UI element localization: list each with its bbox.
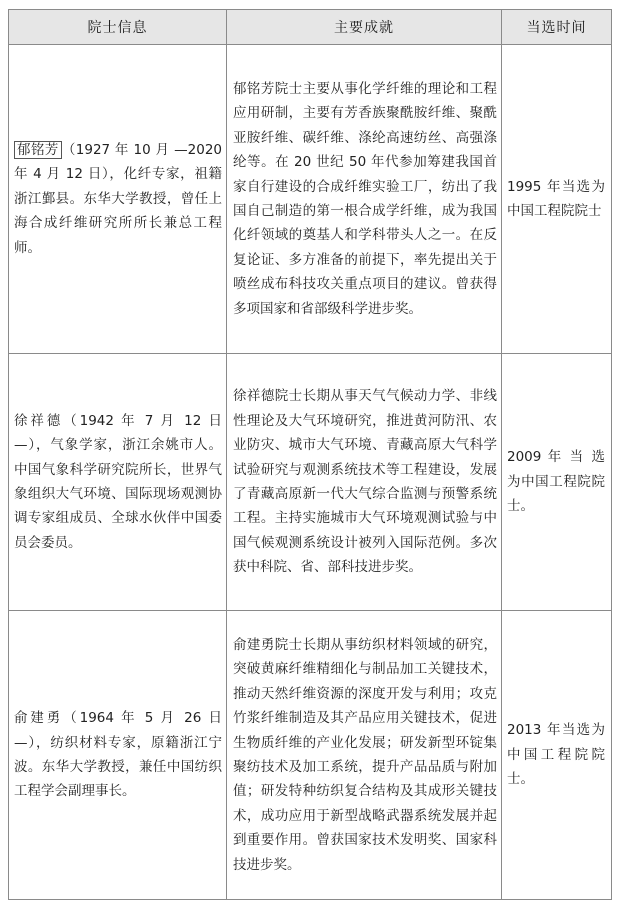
table-row <box>9 611 612 900</box>
header-achievement: 主要成就 <box>227 10 502 45</box>
academician-table <box>8 9 612 900</box>
elected-cell: 2013 年当选为中国工程院院士。 <box>502 611 612 900</box>
achievement-cell: 徐祥德院士长期从事天气气候动力学、非线性理论及大气环境研究，推进黄河防汛、农业防灾、城市大气环境、青藏高原大气科学试验研究与观测系统技术等工程建设，发展了青藏高原新一代大气综合监测与预警系统工程。主持实施城市大气环境观测试验与中国气候观测系统设计被列入国际范例。多次获中科院、省、部科技进步奖。 <box>227 354 502 611</box>
info-cell <box>9 45 227 354</box>
table-row <box>9 45 612 354</box>
header-info: 院士信息 <box>9 10 227 45</box>
header-row <box>9 10 612 45</box>
person-name-boxed: 郁铭芳 <box>14 141 62 159</box>
person-info: （1964 年 5 月 26 日 —），纺织材料专家，原籍浙江宁波。东华大学教授，兼任中国纺织工程学会副理事长。 <box>14 710 222 800</box>
info-cell <box>9 611 227 900</box>
person-name: 俞建勇 <box>14 710 64 727</box>
elected-cell: 1995 年当选为中国工程院院士 <box>502 45 612 354</box>
achievement-cell: 郁铭芳院士主要从事化学纤维的理论和工程应用研制，主要有芳香族聚酰胺纤维、聚酰亚胺纤维、碳纤维、涤纶高速纺丝、高强涤纶等。在 20 世纪 50 年代参加筹建我国首家自行建设的合成纤维实验工厂，纺出了我国自己制造的第一根合成学纤维，成为我国化纤领域的奠基人和学科带头人之一。在反复论证、多方准备的前提下，率先提出关于喷丝成布科技攻关重点项目的建议。曾获得多项国家和省部级科学进步奖。 <box>227 45 502 354</box>
person-info: （1927 年 10 月 —2020 年 4 月 12 日），化纤专家，祖籍浙江鄞县。东华大学教授，曾任上海合成纤维研究所所长兼总工程师。 <box>14 141 223 256</box>
info-cell <box>9 354 227 611</box>
achievement-cell: 俞建勇院士长期从事纺织材料领域的研究，突破黄麻纤维精细化与制品加工关键技术，推动天然纤维资源的深度开发与利用；攻克竹浆纤维制造及其产品应用关键技术，促进生物质纤维的产业化发展；研发新型环锭集聚纺技术及加工系统，提升产品品质与附加值；研发特种纺织复合结构及其成形关键技术，成功应用于新型战略武器系统发展并起到重要作用。曾获国家技术发明奖、国家科技进步奖。 <box>227 611 502 900</box>
person-name: 徐祥德 <box>14 412 64 429</box>
table-row <box>9 354 612 611</box>
header-elected: 当选时间 <box>502 10 612 45</box>
person-info: （1942 年 7 月 12 日 —），气象学家，浙江余姚市人。中国气象科学研究院所长，世界气象组织大气环境、国际现场观测协调专家组成员、全球水伙伴中国委员会委员。 <box>14 412 222 551</box>
elected-cell: 2009 年 当 选为中国工程院院士。 <box>502 354 612 611</box>
